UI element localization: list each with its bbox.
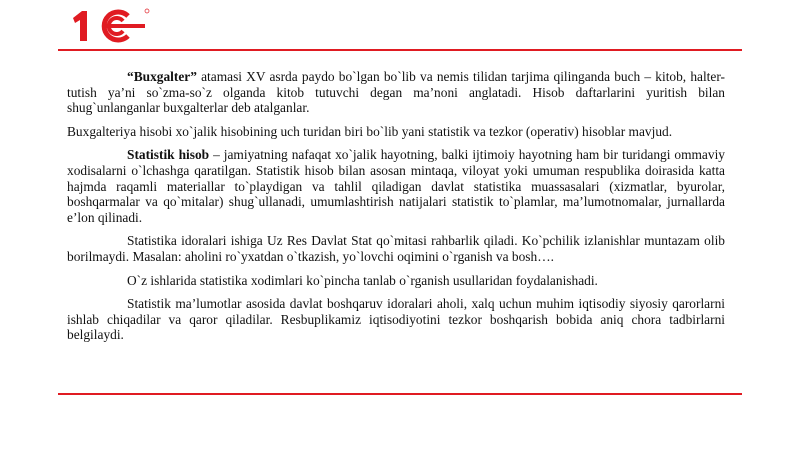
paragraph-text: Statistika idoralari ishiga Uz Res Davlat Stat qo`mitasi rahbarlik qiladi. Ko`pchilik izlanishlar muntazam olib borilmaydi. Masalan: aholini ro`yxatdan o`tkazish, yo`lovchi oqimini o`rganish va bosh…. xyxy=(67,233,725,264)
term-buxgalter: “Buxgalter” xyxy=(127,69,197,84)
paragraph-text: Buxgalteriya hisobi xo`jalik hisobining uch turidan biri bo`lib yani statistik va tezkor (operativ) hisoblar mavjud. xyxy=(67,123,673,139)
document-body xyxy=(67,69,725,351)
paragraph-text: Statistik ma’lumotlar asosida davlat boshqaruv idoralari aholi, xalq uchun muhim iqtisodiy siyosiy qarorlarni ishlab chiqadilar va qaror qiladilar. Resbuplikamiz iqtisodiyotini tezkor boshqarish bobida aniq chora tadbirlarni belgilaydi. xyxy=(67,296,725,343)
paragraph-buxgalter xyxy=(67,69,725,116)
paragraph-hisob-turlari xyxy=(67,124,725,140)
paragraph-text: – jamiyatning nafaqat xo`jalik hayotning, balki ijtimoiy hayotning ham bir turidangi ommaviy xodisalarni o`lchashga qaratilgan. Statistik hisob bilan asosan mintaqa, viloyat yoki umuman respublika doirasida katta hajmda raqamli materiallar to`playdigan va tahlil qiladigan davlat statistika muassasalari (xizmatlar, byurolar, boshqarmalar va qo`mitalar) shug`ullanadi, umumlashtirish natijalari statistik to`plamlar, ma’lumotnomalar, jurnallarda e’lon qilinadi. xyxy=(67,147,725,225)
paragraph-text: atamasi XV asrda paydo bo`lgan bo`lib va nemis tilidan tarjima qilinganda buch – kitob, halter- tutish ya’ni so`zma-so`z olganda kitob tutuvchi degan ma’noni anglatadi. Hisob daftarlarini yuritish bilan shug`unlanganlar buxgalterlar deb atalganlar. xyxy=(67,69,725,116)
paragraph-tanlab-organish xyxy=(67,273,725,289)
top-divider xyxy=(58,49,742,51)
paragraph-text: O`z ishlarida statistika xodimlari ko`pincha tanlab o`rganish usullaridan foydalanishadi. xyxy=(127,272,598,288)
term-statistik-hisob: Statistik hisob xyxy=(127,147,210,163)
paragraph-statistika-idoralari xyxy=(67,233,725,264)
logo-digit-one xyxy=(73,11,87,41)
bottom-divider xyxy=(58,393,742,395)
paragraph-statistik-malumotlar xyxy=(67,296,725,343)
registered-mark-icon xyxy=(145,9,149,13)
paragraph-statistik-hisob xyxy=(67,147,725,225)
1c-logo xyxy=(70,8,150,44)
